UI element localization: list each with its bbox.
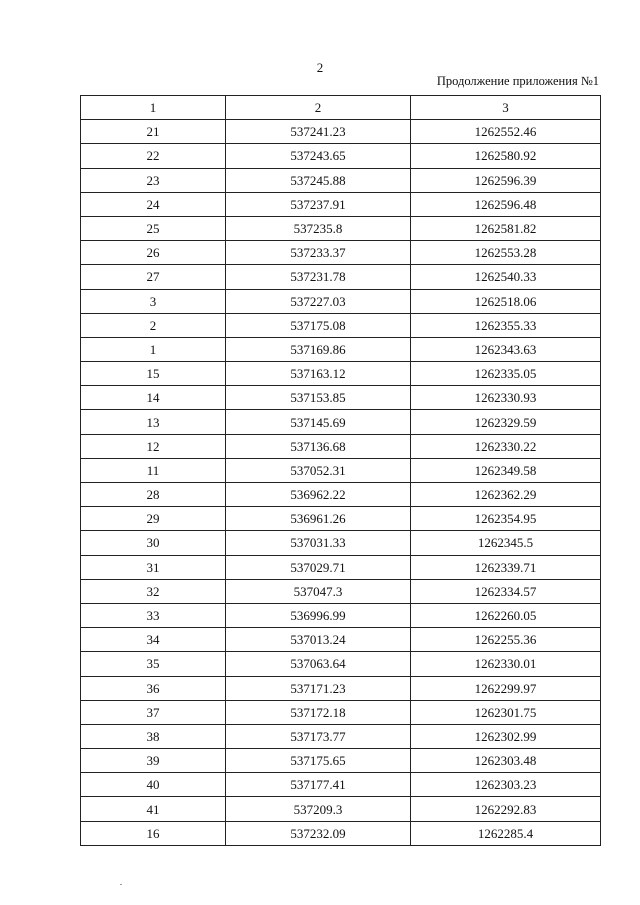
table-row <box>81 821 601 845</box>
cell-y-coordinate: 1262335.05 <box>411 362 601 386</box>
cell-y-coordinate: 1262334.57 <box>411 579 601 603</box>
cell-point-number: 14 <box>81 386 226 410</box>
table-row <box>81 749 601 773</box>
cell-y-coordinate: 1262354.95 <box>411 507 601 531</box>
cell-x-coordinate: 536962.22 <box>226 483 411 507</box>
cell-y-coordinate: 1262349.58 <box>411 458 601 482</box>
cell-point-number: 37 <box>81 700 226 724</box>
table-row <box>81 458 601 482</box>
table-body <box>81 120 601 846</box>
cell-x-coordinate: 536961.26 <box>226 507 411 531</box>
cell-y-coordinate: 1262303.23 <box>411 773 601 797</box>
cell-y-coordinate: 1262302.99 <box>411 724 601 748</box>
table-row <box>81 337 601 361</box>
cell-x-coordinate: 537227.03 <box>226 289 411 313</box>
cell-x-coordinate: 537013.24 <box>226 628 411 652</box>
table-row <box>81 555 601 579</box>
cell-point-number: 1 <box>81 337 226 361</box>
cell-x-coordinate: 537172.18 <box>226 700 411 724</box>
cell-y-coordinate: 1262330.01 <box>411 652 601 676</box>
appendix-continuation-label: Продолжение приложения №1 <box>436 74 599 88</box>
cell-y-coordinate: 1262343.63 <box>411 337 601 361</box>
cell-x-coordinate: 537241.23 <box>226 120 411 144</box>
table-row <box>81 652 601 676</box>
table-row <box>81 434 601 458</box>
coordinates-table <box>80 95 601 846</box>
cell-x-coordinate: 537063.64 <box>226 652 411 676</box>
table-row <box>81 168 601 192</box>
cell-point-number: 31 <box>81 555 226 579</box>
cell-point-number: 29 <box>81 507 226 531</box>
cell-x-coordinate: 537175.08 <box>226 313 411 337</box>
table-row <box>81 313 601 337</box>
cell-x-coordinate: 537031.33 <box>226 531 411 555</box>
cell-point-number: 25 <box>81 216 226 240</box>
cell-point-number: 27 <box>81 265 226 289</box>
cell-point-number: 2 <box>81 313 226 337</box>
cell-point-number: 33 <box>81 603 226 627</box>
cell-point-number: 3 <box>81 289 226 313</box>
cell-point-number: 13 <box>81 410 226 434</box>
cell-y-coordinate: 1262330.22 <box>411 434 601 458</box>
cell-x-coordinate: 537029.71 <box>226 555 411 579</box>
cell-point-number: 41 <box>81 797 226 821</box>
cell-y-coordinate: 1262553.28 <box>411 241 601 265</box>
table-row <box>81 579 601 603</box>
table-row <box>81 289 601 313</box>
table-header <box>81 96 601 120</box>
cell-x-coordinate: 536996.99 <box>226 603 411 627</box>
table-row <box>81 241 601 265</box>
cell-point-number: 38 <box>81 724 226 748</box>
table-row <box>81 265 601 289</box>
cell-point-number: 21 <box>81 120 226 144</box>
table-row <box>81 797 601 821</box>
cell-point-number: 24 <box>81 192 226 216</box>
table-row <box>81 144 601 168</box>
cell-y-coordinate: 1262292.83 <box>411 797 601 821</box>
cell-point-number: 39 <box>81 749 226 773</box>
cell-x-coordinate: 537153.85 <box>226 386 411 410</box>
cell-y-coordinate: 1262518.06 <box>411 289 601 313</box>
cell-x-coordinate: 537177.41 <box>226 773 411 797</box>
cell-point-number: 12 <box>81 434 226 458</box>
cell-y-coordinate: 1262580.92 <box>411 144 601 168</box>
table-row <box>81 724 601 748</box>
table-row <box>81 120 601 144</box>
cell-y-coordinate: 1262255.36 <box>411 628 601 652</box>
header-cell-x: 2 <box>226 96 411 120</box>
cell-y-coordinate: 1262540.33 <box>411 265 601 289</box>
header-row <box>81 96 601 120</box>
table-row <box>81 676 601 700</box>
cell-x-coordinate: 537175.65 <box>226 749 411 773</box>
table-row <box>81 362 601 386</box>
cell-x-coordinate: 537209.3 <box>226 797 411 821</box>
cell-x-coordinate: 537145.69 <box>226 410 411 434</box>
cell-point-number: 15 <box>81 362 226 386</box>
table-row <box>81 603 601 627</box>
cell-point-number: 26 <box>81 241 226 265</box>
cell-y-coordinate: 1262596.39 <box>411 168 601 192</box>
cell-x-coordinate: 537171.23 <box>226 676 411 700</box>
scan-mark <box>120 884 122 885</box>
cell-point-number: 23 <box>81 168 226 192</box>
cell-x-coordinate: 537237.91 <box>226 192 411 216</box>
cell-point-number: 36 <box>81 676 226 700</box>
cell-point-number: 11 <box>81 458 226 482</box>
cell-x-coordinate: 537232.09 <box>226 821 411 845</box>
header-cell-point: 1 <box>81 96 226 120</box>
cell-point-number: 32 <box>81 579 226 603</box>
cell-x-coordinate: 537169.86 <box>226 337 411 361</box>
cell-x-coordinate: 537136.68 <box>226 434 411 458</box>
cell-point-number: 28 <box>81 483 226 507</box>
cell-point-number: 16 <box>81 821 226 845</box>
cell-x-coordinate: 537052.31 <box>226 458 411 482</box>
cell-y-coordinate: 1262301.75 <box>411 700 601 724</box>
cell-point-number: 34 <box>81 628 226 652</box>
table-row <box>81 531 601 555</box>
cell-point-number: 35 <box>81 652 226 676</box>
cell-x-coordinate: 537231.78 <box>226 265 411 289</box>
table-row <box>81 773 601 797</box>
page-number: 2 <box>316 60 324 75</box>
cell-x-coordinate: 537245.88 <box>226 168 411 192</box>
cell-y-coordinate: 1262345.5 <box>411 531 601 555</box>
header-cell-y: 3 <box>411 96 601 120</box>
cell-y-coordinate: 1262596.48 <box>411 192 601 216</box>
cell-x-coordinate: 537233.37 <box>226 241 411 265</box>
table-row <box>81 386 601 410</box>
cell-point-number: 22 <box>81 144 226 168</box>
cell-y-coordinate: 1262339.71 <box>411 555 601 579</box>
cell-x-coordinate: 537163.12 <box>226 362 411 386</box>
table-row <box>81 410 601 434</box>
cell-point-number: 40 <box>81 773 226 797</box>
cell-y-coordinate: 1262330.93 <box>411 386 601 410</box>
cell-y-coordinate: 1262303.48 <box>411 749 601 773</box>
cell-y-coordinate: 1262260.05 <box>411 603 601 627</box>
cell-y-coordinate: 1262329.59 <box>411 410 601 434</box>
table-row <box>81 628 601 652</box>
cell-y-coordinate: 1262355.33 <box>411 313 601 337</box>
table-row <box>81 507 601 531</box>
cell-x-coordinate: 537047.3 <box>226 579 411 603</box>
table-row <box>81 192 601 216</box>
cell-point-number: 30 <box>81 531 226 555</box>
cell-y-coordinate: 1262581.82 <box>411 216 601 240</box>
cell-y-coordinate: 1262299.97 <box>411 676 601 700</box>
cell-y-coordinate: 1262285.4 <box>411 821 601 845</box>
cell-x-coordinate: 537235.8 <box>226 216 411 240</box>
cell-y-coordinate: 1262552.46 <box>411 120 601 144</box>
table-row <box>81 483 601 507</box>
cell-x-coordinate: 537243.65 <box>226 144 411 168</box>
cell-y-coordinate: 1262362.29 <box>411 483 601 507</box>
table-row <box>81 700 601 724</box>
cell-x-coordinate: 537173.77 <box>226 724 411 748</box>
table-row <box>81 216 601 240</box>
